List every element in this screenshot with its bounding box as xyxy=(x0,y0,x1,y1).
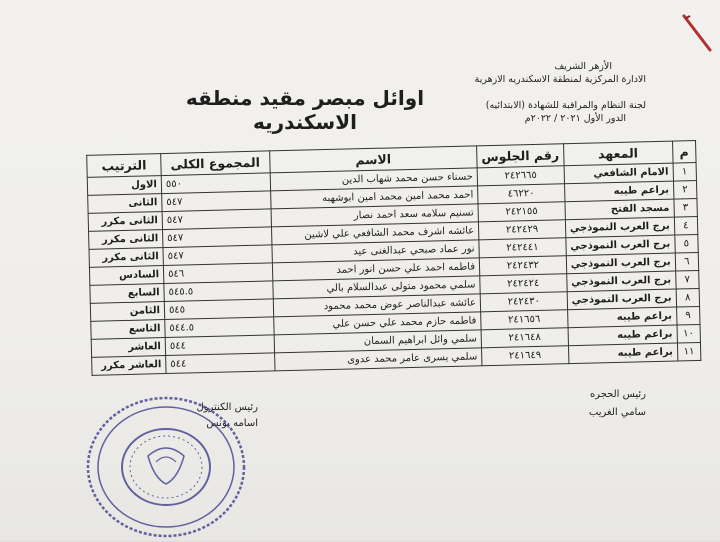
cell-rank: الثانى xyxy=(88,194,162,214)
cell-seat-number: ٢٤٢٦٦٥ xyxy=(477,166,564,186)
cell-number: ٤ xyxy=(674,216,698,235)
cell-number: ٨ xyxy=(676,288,700,307)
cell-rank: الثانى مكرر xyxy=(89,248,163,268)
cell-number: ٢ xyxy=(673,181,697,200)
cell-total: ٥٤٤ xyxy=(165,335,274,356)
cell-total: ٥٥٠ xyxy=(161,173,270,194)
cell-seat-number: ٢٤١٦٥٦ xyxy=(481,310,568,330)
official-stamp xyxy=(82,392,250,542)
cell-total: ٥٤٧ xyxy=(163,245,272,266)
chair-title: رئيس الحجره xyxy=(589,389,646,400)
cell-number: ١ xyxy=(673,163,697,182)
cell-seat-number: ٢٤٢٤٢٤ xyxy=(480,274,567,294)
cell-institute: برج العرب النموذجي xyxy=(566,253,675,274)
cell-name: فاطمه احمد علي حسن انور احمد xyxy=(272,258,480,281)
header-cell-number: م xyxy=(672,141,696,164)
cell-total: ٥٤٦ xyxy=(163,263,272,284)
cell-rank: العاشر مكرر xyxy=(92,356,166,376)
cell-seat-number: ٤٦٢٢٠ xyxy=(478,184,565,204)
cell-name: نور عماد صبحي عبدالغنى عيد xyxy=(271,240,479,263)
cell-number: ١٠ xyxy=(677,324,701,343)
red-pin-icon xyxy=(680,14,714,54)
cell-name: سلمي محمود متولى عبدالسلام بالي xyxy=(272,276,480,299)
cell-number: ٣ xyxy=(674,198,698,217)
header-cell-total: المجموع الكلى xyxy=(161,151,270,176)
header-cell-rank: الترتيب xyxy=(87,154,162,178)
cell-seat-number: ٢٤٢٤٣٠ xyxy=(480,292,567,312)
cell-rank: الاول xyxy=(87,176,161,196)
cell-seat-number: ٢٤٢٤٢٩ xyxy=(478,220,565,240)
cell-number: ١١ xyxy=(677,342,701,361)
cell-name: عائشه اشرف محمد الشافعي علي لاشين xyxy=(271,222,479,245)
control-name: اسامه يونس xyxy=(206,418,258,429)
cell-institute: براعم طيبه xyxy=(568,343,677,364)
cell-rank: العاشر xyxy=(91,338,165,358)
cell-number: ٦ xyxy=(675,252,699,271)
results-table xyxy=(86,140,701,376)
header-line-1: الأزهر الشريف xyxy=(554,61,612,72)
page-title: اوائل مبصر مقيد منطقه الاسكندريه xyxy=(185,86,425,134)
cell-total: ٥٤٧ xyxy=(163,227,272,248)
cell-institute: برج العرب النموذجي xyxy=(565,217,674,238)
room-chair-signature xyxy=(566,386,646,422)
cell-name: فاطمه حازم محمد علي حسن علي xyxy=(273,312,481,335)
cell-institute: براعم طيبه xyxy=(564,181,673,202)
cell-seat-number: ٢٤٢١٥٥ xyxy=(478,202,565,222)
cell-total: ٥٤٥ xyxy=(164,299,273,320)
cell-institute: برج العرب النموذجي xyxy=(566,235,675,256)
cell-name: حسناء حسن محمد شهاب الدين xyxy=(270,168,478,191)
control-title: رئيس الكنترول xyxy=(196,402,258,413)
cell-institute: براعم طيبه xyxy=(568,325,677,346)
cell-seat-number: ٢٤١٦٤٩ xyxy=(482,346,569,366)
cell-rank: الثانى مكرر xyxy=(88,212,162,232)
header-cell-seat-number: رقم الجلوس xyxy=(477,144,564,168)
cell-total: ٥٤٤.٥ xyxy=(165,317,274,338)
header-line-4: الدور الأول ٢٠٢١ / ٢٠٢٢م xyxy=(524,113,626,124)
cell-institute: الامام الشافعي xyxy=(564,163,673,184)
cell-seat-number: ٢٤٢٤٣٢ xyxy=(479,256,566,276)
cell-total: ٥٤٧ xyxy=(162,209,271,230)
cell-name: سلمي وائل ابراهيم السمان xyxy=(274,330,482,353)
cell-number: ٥ xyxy=(675,234,699,253)
cell-name: سلمي يسرى عامر محمد عدوى xyxy=(274,348,482,371)
header-cell-name: الاسم xyxy=(269,146,477,173)
header-line-3: لجنة النظام والمراقبة للشهادة (الابتدائيه) xyxy=(485,100,646,111)
cell-rank: الثامن xyxy=(90,302,164,322)
cell-rank: التاسع xyxy=(91,320,165,340)
cell-institute: برج العرب النموذجي xyxy=(566,271,675,292)
header-line-2: الادارة المركزية لمنطقة الاسكندريه الازهرية xyxy=(474,74,646,85)
header-cell-institute: المعهد xyxy=(563,141,672,166)
cell-name: احمد محمد امين محمد امين ابوشهبه xyxy=(270,186,478,209)
cell-total: ٥٤٤ xyxy=(166,353,275,374)
cell-rank: السادس xyxy=(89,266,163,286)
cell-seat-number: ٢٤١٦٤٨ xyxy=(481,328,568,348)
chair-name: سامي الغريب xyxy=(588,407,646,418)
cell-name: عائشه عبدالناصر عوض محمد محمود xyxy=(273,294,481,317)
cell-number: ٧ xyxy=(675,270,699,289)
cell-rank: الثانى مكرر xyxy=(89,230,163,250)
cell-number: ٩ xyxy=(676,306,700,325)
document-header xyxy=(475,60,646,125)
cell-total: ٥٤٧ xyxy=(162,191,271,212)
cell-institute: برج العرب النموذجي xyxy=(567,289,676,310)
cell-name: تسنيم سلامه سعد احمد نصار xyxy=(271,204,479,227)
cell-total: ٥٤٥.٥ xyxy=(164,281,273,302)
cell-seat-number: ٢٤٢٤٤١ xyxy=(479,238,566,258)
cell-institute: مسجد الفتح xyxy=(565,199,674,220)
cell-institute: براعم طيبه xyxy=(567,307,676,328)
cell-rank: السابع xyxy=(90,284,164,304)
